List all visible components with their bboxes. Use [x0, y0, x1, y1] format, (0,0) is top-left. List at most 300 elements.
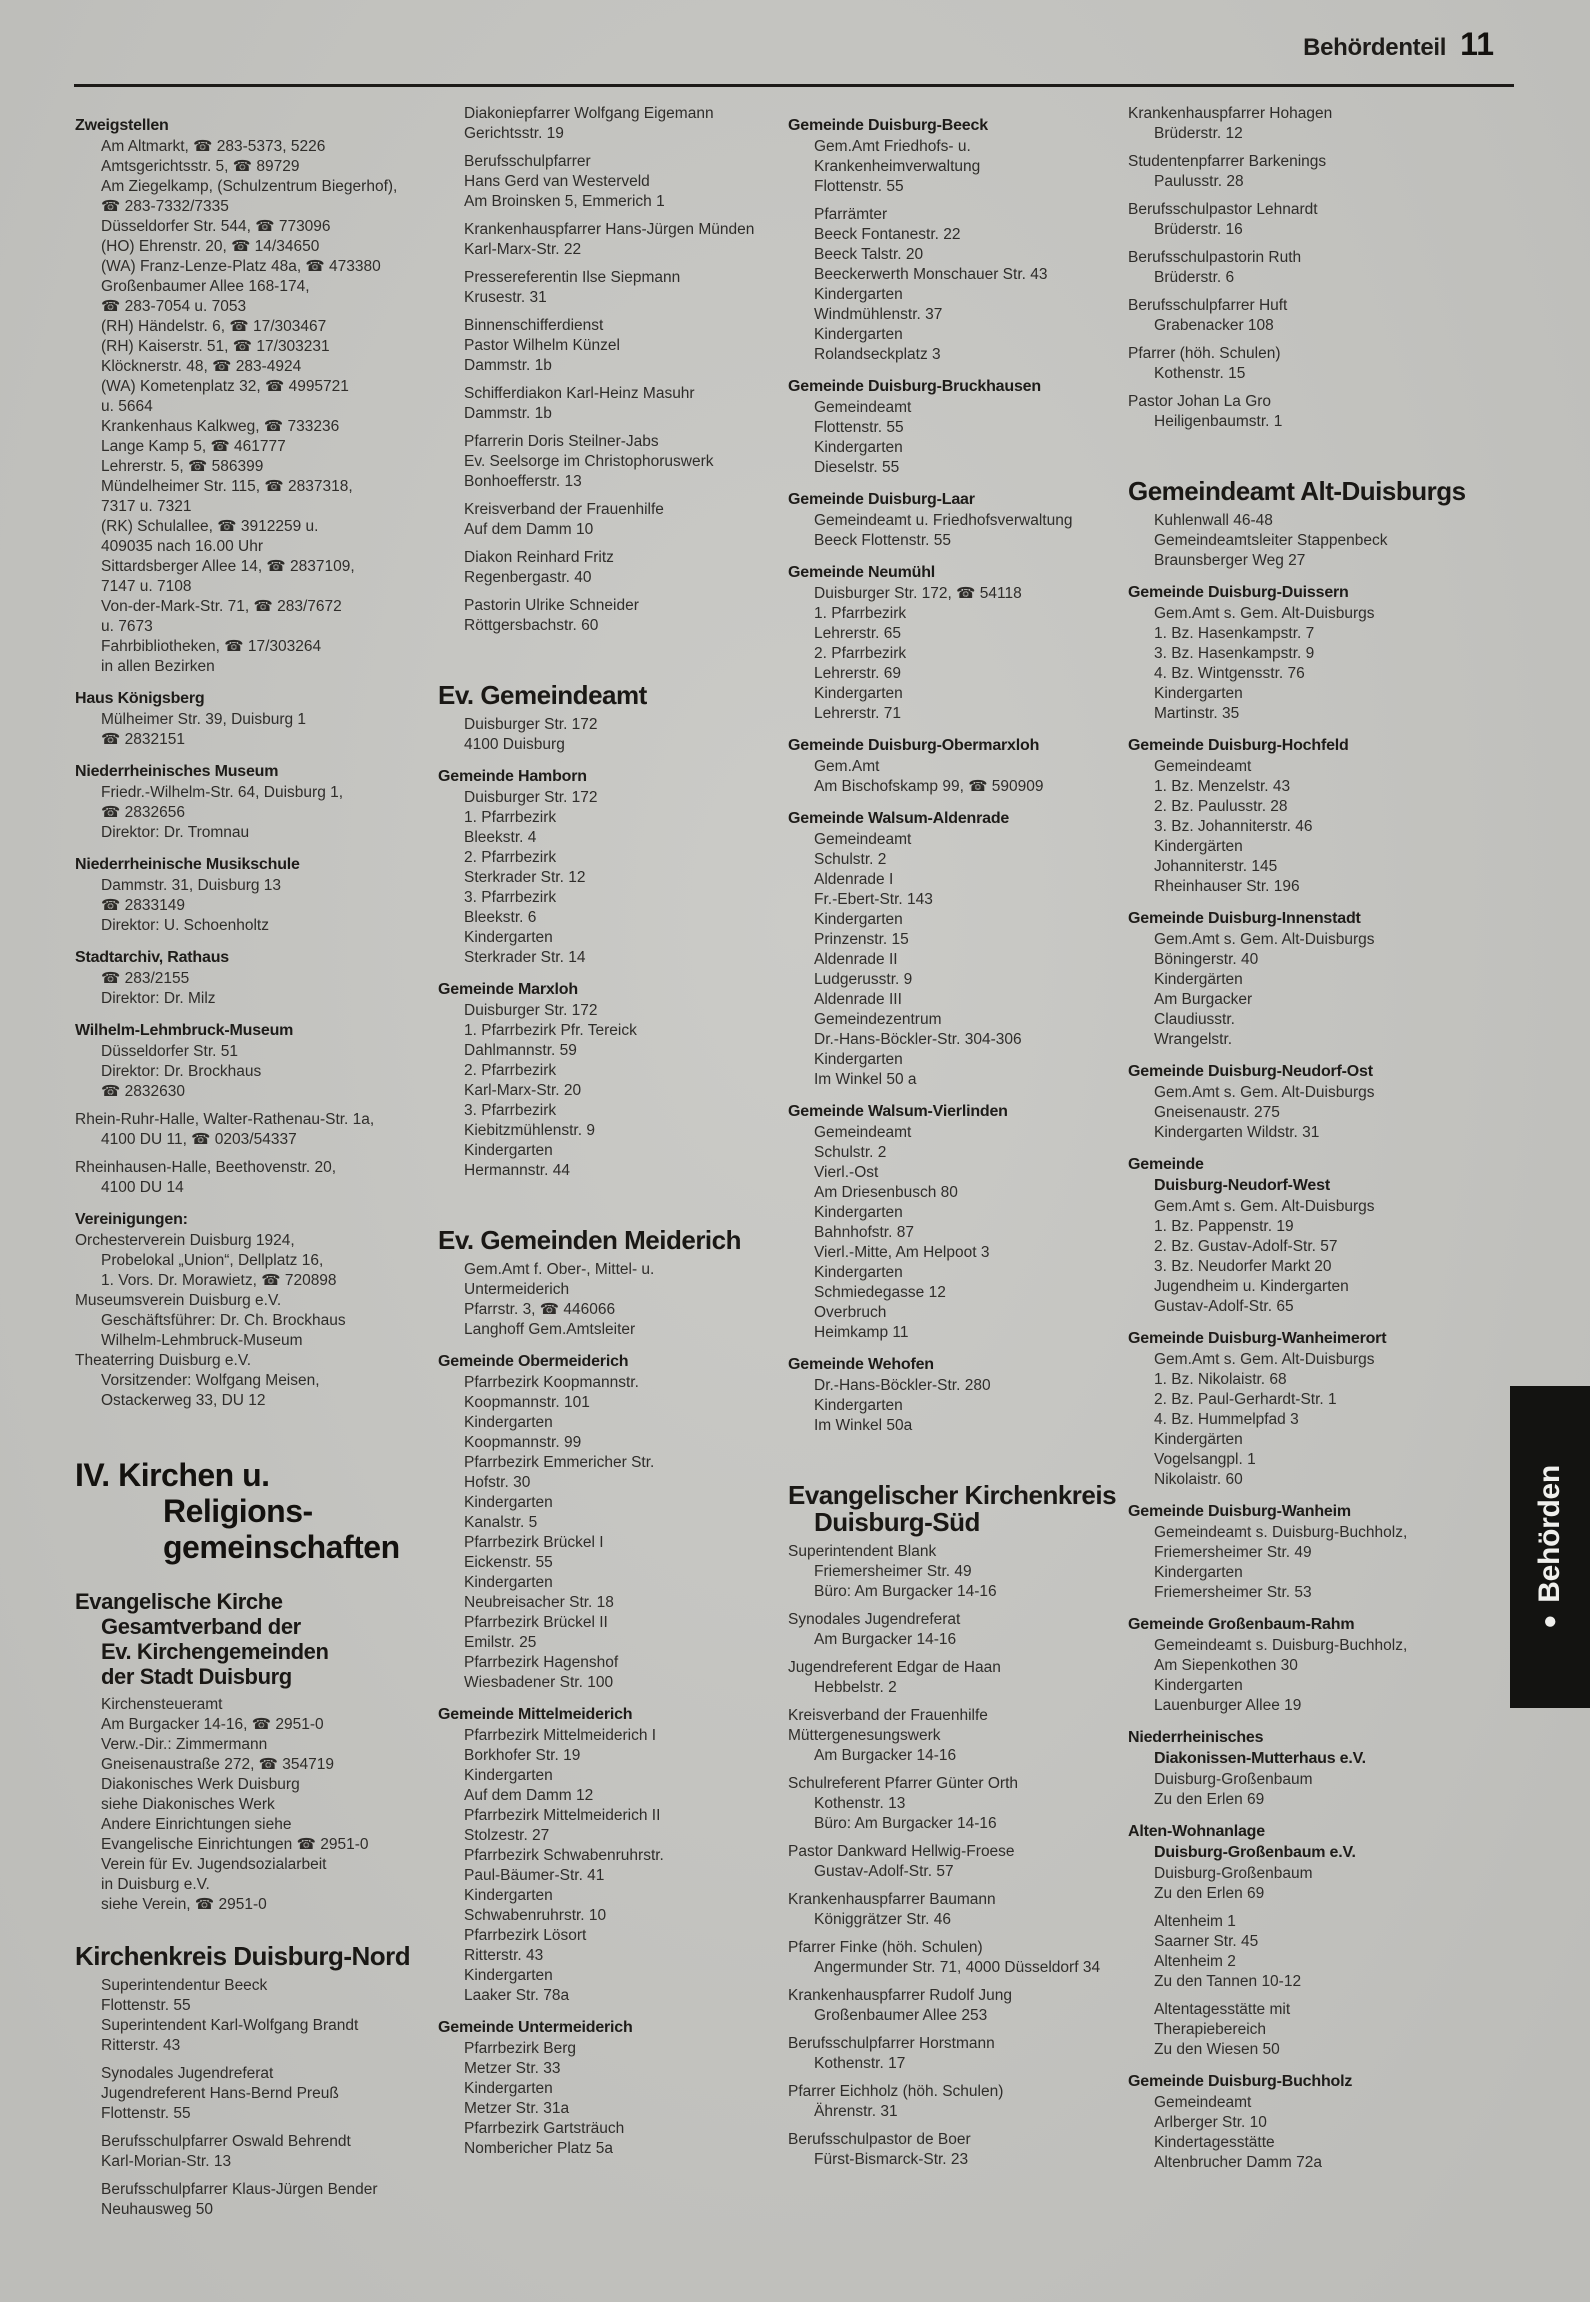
entry-line: (RH) Händelstr. 6, ☎ 17/303467	[101, 318, 327, 335]
entry-block	[1128, 200, 1516, 240]
section-heading	[1128, 1821, 1516, 1863]
entry-line: Martinstr. 35	[1154, 705, 1240, 722]
entry-line: Schulstr. 2	[814, 1144, 887, 1161]
entry-block	[1128, 757, 1516, 897]
heading-line: Gemeinde Duisburg-Beeck	[788, 117, 988, 134]
section-heading	[75, 1589, 447, 1689]
section-heading	[438, 682, 780, 709]
entry-block	[1128, 248, 1516, 288]
entry-line: ☎ 283/2155	[101, 970, 190, 987]
entry-line: 4100 DU 14	[101, 1179, 184, 1196]
heading-line: Vereinigungen:	[75, 1211, 188, 1228]
section-heading	[75, 1209, 447, 1230]
entry-line: Direktor: U. Schoenholtz	[101, 917, 269, 934]
section-heading	[788, 562, 1136, 583]
entry-line: Kindergarten	[814, 439, 903, 456]
entry-line: Kindergarten	[814, 286, 903, 303]
entry-line: Am Broinsken 5, Emmerich 1	[464, 193, 665, 210]
entry-block	[1128, 104, 1516, 144]
entry-line: Superintendent Blank	[788, 1543, 937, 1560]
entry-line: Dammstr. 1b	[464, 357, 552, 374]
heading-line: Niederrheinisches Museum	[75, 763, 279, 780]
entry-line: u. 7673	[101, 618, 153, 635]
entry-line: Pfarrbezirk Lösort	[464, 1927, 587, 1944]
entry-line: Lange Kamp 5, ☎ 461777	[101, 438, 286, 455]
entry-line: ☎ 2833149	[101, 897, 185, 914]
entry-block	[1128, 2093, 1516, 2173]
entry-line: Kindergarten	[464, 929, 553, 946]
heading-line: Gemeinde Duisburg-Laar	[788, 491, 975, 508]
entry-line: Neuhausweg 50	[101, 2201, 214, 2218]
entry-line: Duisburger Str. 172, ☎ 54118	[814, 585, 1022, 602]
entry-block	[1128, 1523, 1516, 1603]
entry-line: Duisburg-Großenbaum	[1154, 1865, 1313, 1882]
entry-line: 1. Pfarrbezirk Pfr. Tereick	[464, 1022, 637, 1039]
page-header	[1303, 26, 1494, 63]
entry-line: Flottenstr. 55	[814, 419, 904, 436]
entry-line: 1. Bz. Nikolaistr. 68	[1154, 1371, 1287, 1388]
entry-line: Am Bischofskamp 99, ☎ 590909	[814, 778, 1044, 795]
heading-line: Gemeinde Neumühl	[788, 564, 936, 581]
entry-block	[788, 1774, 1136, 1834]
entry-line: Bleekstr. 4	[464, 829, 537, 846]
entry-line: Dammstr. 1b	[464, 405, 552, 422]
entry-block	[788, 1986, 1136, 2026]
section-heading	[75, 115, 447, 136]
heading-line: Niederrheinisches	[1128, 1729, 1264, 1746]
entry-line: Hans Gerd van Westerveld	[464, 173, 650, 190]
entry-line: Direktor: Dr. Milz	[101, 990, 216, 1007]
heading-line: Duisburg-Großenbaum e.V.	[1154, 1844, 1356, 1861]
entry-line: Gemeindeamt	[814, 1124, 912, 1141]
section-heading	[1128, 1501, 1516, 1522]
entry-line: Bleekstr. 6	[464, 909, 537, 926]
entry-line: Lehrerstr. 5, ☎ 586399	[101, 458, 264, 475]
entry-block	[788, 137, 1136, 197]
entry-line: Koopmannstr. 99	[464, 1434, 582, 1451]
heading-line: Ev. Kirchengemeinden	[101, 1639, 329, 1664]
entry-line: Berufsschulpastor Lehnardt	[1128, 201, 1318, 218]
entry-line: Pastor Johan La Gro	[1128, 393, 1272, 410]
entry-line: Schulreferent Pfarrer Günter Orth	[788, 1775, 1019, 1792]
heading-line: Gemeinde Hamborn	[438, 768, 587, 785]
entry-line: Sittardsberger Allee 14, ☎ 2837109,	[101, 558, 355, 575]
entry-block	[438, 384, 780, 424]
entry-line: Gem.Amt Friedhofs- u.	[814, 138, 971, 155]
entry-line: 1. Pfarrbezirk	[464, 809, 557, 826]
entry-line: ☎ 2832630	[101, 1083, 185, 1100]
heading-line: Alten-Wohnanlage	[1128, 1823, 1265, 1840]
entry-line: Gemeindeamt	[814, 831, 912, 848]
section-heading	[1128, 1061, 1516, 1082]
entry-line: Kindergarten	[464, 1767, 553, 1784]
entry-line: Sterkrader Str. 14	[464, 949, 586, 966]
entry-line: 4100 DU 11, ☎ 0203/54337	[101, 1131, 297, 1148]
entry-line: Gem.Amt s. Gem. Alt-Duisburgs	[1154, 931, 1375, 948]
column-1	[75, 104, 447, 2228]
entry-line: Dahlmannstr. 59	[464, 1042, 577, 1059]
entry-line: Gemeindeamtsleiter Stappenbeck	[1154, 532, 1388, 549]
entry-line: Kindergarten	[1154, 1564, 1243, 1581]
entry-line: Gustav-Adolf-Str. 57	[814, 1863, 954, 1880]
entry-line: Kindergarten	[814, 685, 903, 702]
heading-line: Gemeinde Duisburg-Wanheim	[1128, 1503, 1351, 1520]
entry-line: Vorsitzender: Wolfgang Meisen,	[101, 1372, 320, 1389]
entry-line: Beeckerwerth Monschauer Str. 43	[814, 266, 1048, 283]
heading-line: Duisburg-Neudorf-West	[1154, 1177, 1330, 1194]
entry-block	[75, 876, 447, 936]
entry-line: Prinzenstr. 15	[814, 931, 909, 948]
entry-line: Gerichtsstr. 19	[464, 125, 564, 142]
entry-block	[788, 757, 1136, 797]
entry-block	[1128, 1197, 1516, 1317]
entry-line: Berufsschulpfarrer	[464, 153, 591, 170]
entry-block	[1128, 511, 1516, 571]
entry-line: Studentenpfarrer Barkenings	[1128, 153, 1327, 170]
section-heading	[438, 1704, 780, 1725]
section-heading	[1128, 478, 1516, 505]
entry-line: Zu den Wiesen 50	[1154, 2041, 1280, 2058]
heading-line: IV. Kirchen u.	[75, 1457, 270, 1493]
section-heading	[788, 1354, 1136, 1375]
entry-line: Pfarrer Eichholz (höh. Schulen)	[788, 2083, 1004, 2100]
entry-line: 7147 u. 7108	[101, 578, 192, 595]
entry-block	[438, 1260, 780, 1340]
entry-line: Kindergarten	[464, 1574, 553, 1591]
entry-block	[788, 205, 1136, 365]
entry-line: Müttergenesungswerk	[788, 1727, 941, 1744]
heading-line: Religions-	[163, 1493, 313, 1529]
entry-line: Pastor Wilhelm Künzel	[464, 337, 620, 354]
entry-line: Nikolaistr. 60	[1154, 1471, 1243, 1488]
entry-line: Verw.-Dir.: Zimmermann	[101, 1736, 268, 1753]
heading-line: Gemeinde Untermeiderich	[438, 2019, 633, 2036]
entry-line: Kindergarten	[814, 1264, 903, 1281]
entry-line: (RH) Kaiserstr. 51, ☎ 17/303231	[101, 338, 330, 355]
entry-line: Rolandseckplatz 3	[814, 346, 941, 363]
entry-line: Dammstr. 31, Duisburg 13	[101, 877, 282, 894]
entry-line: Schulstr. 2	[814, 851, 887, 868]
entry-line: Saarner Str. 45	[1154, 1933, 1259, 1950]
heading-line: Gemeinde Duisburg-Hochfeld	[1128, 737, 1349, 754]
entry-line: Heiligenbaumstr. 1	[1154, 413, 1283, 430]
entry-line: 2. Bz. Paulusstr. 28	[1154, 798, 1288, 815]
entry-block	[75, 710, 447, 750]
entry-line: Krankenhauspfarrer Hohagen	[1128, 105, 1333, 122]
entry-line: Gneisenaustr. 275	[1154, 1104, 1280, 1121]
entry-line: 1. Bz. Hasenkampstr. 7	[1154, 625, 1315, 642]
entry-line: 3. Pfarrbezirk	[464, 889, 557, 906]
entry-line: Wilhelm-Lehmbruck-Museum	[101, 1332, 303, 1349]
entry-line: Metzer Str. 33	[464, 2060, 561, 2077]
entry-block	[1128, 392, 1516, 432]
heading-line: Duisburg-Süd	[814, 1507, 980, 1537]
entry-line: Ev. Seelsorge im Christophoruswerk	[464, 453, 714, 470]
entry-line: ☎ 2832151	[101, 731, 185, 748]
entry-line: Pfarrbezirk Hagenshof	[464, 1654, 619, 1671]
entry-line: Kindergarten	[464, 1887, 553, 1904]
entry-line: Claudiusstr.	[1154, 1011, 1235, 1028]
entry-line: Kindergarten	[464, 1414, 553, 1431]
entry-line: Windmühlenstr. 37	[814, 306, 943, 323]
page-number: 11	[1460, 26, 1494, 62]
entry-line: u. 5664	[101, 398, 153, 415]
entry-block	[1128, 1864, 1516, 1904]
entry-line: Johanniterstr. 145	[1154, 858, 1278, 875]
entry-line: siehe Diakonisches Werk	[101, 1796, 275, 1813]
entry-line: Kindergarten	[464, 1494, 553, 1511]
entry-block	[788, 1376, 1136, 1436]
entry-line: Kindergarten	[814, 911, 903, 928]
entry-block	[75, 2180, 447, 2220]
entry-line: Gem.Amt f. Ober-, Mittel- u.	[464, 1261, 655, 1278]
section-heading	[788, 115, 1136, 136]
entry-line: Kiebitzmühlenstr. 9	[464, 1122, 595, 1139]
entry-block	[75, 1976, 447, 2056]
entry-line: Gemeindeamt	[1154, 2094, 1252, 2111]
section-heading	[1128, 582, 1516, 603]
entry-line: Lauenburger Allee 19	[1154, 1697, 1302, 1714]
entry-line: Pfarrerin Doris Steilner-Jabs	[464, 433, 659, 450]
entry-line: Karl-Marx-Str. 22	[464, 241, 582, 258]
entry-line: Hofstr. 30	[464, 1474, 531, 1491]
entry-block	[788, 398, 1136, 478]
entry-line: Berufsschulpfarrer Huft	[1128, 297, 1288, 314]
entry-line: Ludgerusstr. 9	[814, 971, 913, 988]
heading-line: Evangelische Kirche	[75, 1589, 283, 1614]
entry-line: Beeck Fontanestr. 22	[814, 226, 961, 243]
entry-line: ☎ 283-7332/7335	[101, 198, 229, 215]
entry-line: Kindergarten	[464, 1967, 553, 1984]
entry-line: Wrangelstr.	[1154, 1031, 1233, 1048]
entry-line: ☎ 283-7054 u. 7053	[101, 298, 247, 315]
entry-line: Kirchensteueramt	[101, 1696, 223, 1713]
entry-line: Großenbaumer Allee 253	[814, 2007, 988, 2024]
entry-line: Großenbaumer Allee 168-174,	[101, 278, 310, 295]
entry-block	[438, 596, 780, 636]
entry-line: Fürst-Bismarck-Str. 23	[814, 2151, 969, 2168]
entry-line: Wiesbadener Str. 100	[464, 1674, 614, 1691]
entry-line: Krankenhauspfarrer Baumann	[788, 1891, 996, 1908]
entry-line: Büro: Am Burgacker 14-16	[814, 1583, 997, 1600]
entry-line: Friemersheimer Str. 53	[1154, 1584, 1312, 1601]
entry-line: Jugendheim u. Kindergarten	[1154, 1278, 1349, 1295]
entry-line: Gemeindeamt	[1154, 758, 1252, 775]
entry-line: 3. Bz. Johanniterstr. 46	[1154, 818, 1313, 835]
entry-block	[788, 1706, 1136, 1766]
entry-line: Amtsgerichtsstr. 5, ☎ 89729	[101, 158, 300, 175]
column-4	[1128, 104, 1516, 2181]
entry-line: Karl-Marx-Str. 20	[464, 1082, 582, 1099]
entry-line: Eickenstr. 55	[464, 1554, 553, 1571]
entry-line: Kreisverband der Frauenhilfe	[464, 501, 664, 518]
entry-line: Koopmannstr. 101	[464, 1394, 590, 1411]
entry-block	[438, 316, 780, 376]
section-heading	[75, 1457, 447, 1565]
entry-line: Ritterstr. 43	[101, 2037, 181, 2054]
entry-line: 3. Bz. Hasenkampstr. 9	[1154, 645, 1315, 662]
entry-block	[788, 1842, 1136, 1882]
entry-line: Kindergärten	[1154, 1431, 1243, 1448]
entry-line: Gem.Amt s. Gem. Alt-Duisburgs	[1154, 605, 1375, 622]
entry-block	[75, 783, 447, 843]
entry-line: Diakonisches Werk Duisburg	[101, 1776, 300, 1793]
section-heading	[438, 766, 780, 787]
entry-line: Altenheim 2	[1154, 1953, 1236, 1970]
entry-line: Gem.Amt s. Gem. Alt-Duisburgs	[1154, 1084, 1375, 1101]
entry-line: Pfarrbezirk Brückel I	[464, 1534, 604, 1551]
heading-line: Diakonissen-Mutterhaus e.V.	[1154, 1750, 1366, 1767]
entry-line: Neubreisacher Str. 18	[464, 1594, 614, 1611]
entry-line: Gneisenaustraße 272, ☎ 354719	[101, 1756, 335, 1773]
entry-line: Mülheimer Str. 39, Duisburg 1	[101, 711, 307, 728]
entry-line: Brüderstr. 12	[1154, 125, 1243, 142]
heading-line: Gemeinde Walsum-Vierlinden	[788, 1103, 1008, 1120]
entry-line: Kindergarten	[814, 1051, 903, 1068]
entry-block	[1128, 296, 1516, 336]
entry-line: Beeck Talstr. 20	[814, 246, 924, 263]
entry-line: 1. Pfarrbezirk	[814, 605, 907, 622]
entry-line: Am Ziegelkamp, (Schulzentrum Biegerhof),	[101, 178, 398, 195]
entry-line: Berufsschulpfarrer Horstmann	[788, 2035, 995, 2052]
entry-line: Andere Einrichtungen siehe	[101, 1816, 292, 1833]
entry-line: (HO) Ehrenstr. 20, ☎ 14/34650	[101, 238, 320, 255]
entry-line: Gem.Amt s. Gem. Alt-Duisburgs	[1154, 1198, 1375, 1215]
column-2	[438, 104, 780, 2167]
entry-line: Pfarrbezirk Schwabenruhrstr.	[464, 1847, 664, 1864]
section-heading	[1128, 1727, 1516, 1769]
entry-line: Stolzestr. 27	[464, 1827, 550, 1844]
entry-block	[438, 1001, 780, 1181]
entry-block	[75, 1110, 447, 1150]
entry-line: Fahrbibliotheken, ☎ 17/303264	[101, 638, 322, 655]
entry-block	[438, 152, 780, 212]
entry-line: Pressereferentin Ilse Siepmann	[464, 269, 681, 286]
entry-line: Superintendent Karl-Wolfgang Brandt	[101, 2017, 359, 2034]
entry-line: Langhoff Gem.Amtsleiter	[464, 1321, 636, 1338]
entry-line: 7317 u. 7321	[101, 498, 192, 515]
entry-line: Aldenrade I	[814, 871, 894, 888]
entry-line: Düsseldorfer Str. 544, ☎ 773096	[101, 218, 331, 235]
entry-line: 2. Pfarrbezirk	[464, 849, 557, 866]
entry-block	[788, 1542, 1136, 1602]
entry-line: Friemersheimer Str. 49	[814, 1563, 972, 1580]
heading-line: Gemeinde Duisburg-Duissern	[1128, 584, 1349, 601]
entry-line: Paulusstr. 28	[1154, 173, 1244, 190]
entry-line: Zu den Tannen 10-12	[1154, 1973, 1302, 1990]
entry-line: Grabenacker 108	[1154, 317, 1274, 334]
entry-line: 2. Bz. Gustav-Adolf-Str. 57	[1154, 1238, 1338, 1255]
entry-line: Düsseldorfer Str. 51	[101, 1043, 238, 1060]
section-heading	[788, 808, 1136, 829]
entry-line: Altentagesstätte mit	[1154, 2001, 1291, 2018]
entry-line: Orchesterverein Duisburg 1924,	[75, 1232, 295, 1249]
section-heading	[788, 1101, 1136, 1122]
entry-block	[788, 830, 1136, 1090]
entry-line: in Duisburg e.V.	[101, 1876, 210, 1893]
entry-line: 1. Vors. Dr. Morawietz, ☎ 720898	[101, 1272, 337, 1289]
entry-line: Im Winkel 50 a	[814, 1071, 917, 1088]
entry-line: Ostackerweg 33, DU 12	[101, 1392, 266, 1409]
entry-block	[1128, 1083, 1516, 1143]
entry-line: Kreisverband der Frauenhilfe	[788, 1707, 988, 1724]
heading-line: Gemeinde Duisburg-Innenstadt	[1128, 910, 1361, 927]
entry-line: Bahnhofstr. 87	[814, 1224, 914, 1241]
entry-line: Schwabenruhrstr. 10	[464, 1907, 607, 1924]
entry-line: Auf dem Damm 12	[464, 1787, 594, 1804]
entry-line: Pastorin Ulrike Schneider	[464, 597, 639, 614]
entry-line: Synodales Jugendreferat	[788, 1611, 961, 1628]
entry-line: 1. Bz. Menzelstr. 43	[1154, 778, 1291, 795]
section-heading	[438, 2017, 780, 2038]
entry-line: Direktor: Dr. Brockhaus	[101, 1063, 262, 1080]
entry-line: 409035 nach 16.00 Uhr	[101, 538, 264, 555]
entry-block	[75, 1158, 447, 1198]
heading-line: Gemeinde Duisburg-Bruckhausen	[788, 378, 1041, 395]
entry-line: Kindergarten	[464, 1142, 553, 1159]
heading-line: Gemeinde Duisburg-Buchholz	[1128, 2073, 1353, 2090]
entry-line: Pfarrbezirk Berg	[464, 2040, 576, 2057]
entry-line: siehe Verein, ☎ 2951-0	[101, 1896, 267, 1913]
bullet-icon: ●	[1536, 1614, 1564, 1629]
entry-line: (RK) Schulallee, ☎ 3912259 u.	[101, 518, 319, 535]
entry-line: Laaker Str. 78a	[464, 1987, 570, 2004]
entry-line: Regenbergastr. 40	[464, 569, 592, 586]
entry-line: Am Burgacker 14-16	[814, 1631, 957, 1648]
entry-line: Brüderstr. 16	[1154, 221, 1243, 238]
entry-block	[75, 1042, 447, 1102]
entry-line: Hermannstr. 44	[464, 1162, 570, 1179]
entry-block	[1128, 930, 1516, 1050]
entry-block	[438, 268, 780, 308]
entry-line: Lehrerstr. 69	[814, 665, 902, 682]
entry-block	[788, 1890, 1136, 1930]
entry-line: Gemeindeamt u. Friedhofsverwaltung	[814, 512, 1073, 529]
section-heading	[75, 688, 447, 709]
entry-line: Zu den Erlen 69	[1154, 1791, 1265, 1808]
heading-line: Gemeinde Duisburg-Obermarxloh	[788, 737, 1040, 754]
section-heading	[1128, 2071, 1516, 2092]
entry-line: Pfarrstr. 3, ☎ 446066	[464, 1301, 616, 1318]
section-heading	[788, 735, 1136, 756]
heading-line: Ev. Gemeinden Meiderich	[438, 1225, 742, 1255]
entry-block	[1128, 1770, 1516, 1810]
entry-line: Gem.Amt s. Gem. Alt-Duisburgs	[1154, 1351, 1375, 1368]
entry-line: Lehrerstr. 71	[814, 705, 902, 722]
entry-line: Kothenstr. 13	[814, 1795, 906, 1812]
entry-block	[438, 715, 780, 755]
entry-line: Diakoniepfarrer Wolfgang Eigemann	[464, 105, 714, 122]
entry-block	[788, 511, 1136, 551]
entry-line: Pfarrbezirk Gartsträuch	[464, 2120, 625, 2137]
entry-line: Pfarrer (höh. Schulen)	[1128, 345, 1281, 362]
entry-block	[75, 969, 447, 1009]
entry-line: Am Siepenkothen 30	[1154, 1657, 1298, 1674]
entry-line: Am Burgacker 14-16, ☎ 2951-0	[101, 1716, 324, 1733]
entry-block	[438, 2039, 780, 2159]
entry-line: in allen Bezirken	[101, 658, 215, 675]
entry-block	[75, 1695, 447, 1915]
entry-line: Kindergarten	[814, 326, 903, 343]
entry-line: Kindergärten	[1154, 838, 1243, 855]
heading-line: Gemeinde Duisburg-Neudorf-Ost	[1128, 1063, 1373, 1080]
entry-block	[75, 137, 447, 677]
entry-line: Duisburger Str. 172	[464, 1002, 598, 1019]
entry-block	[788, 2130, 1136, 2170]
entry-line: Duisburger Str. 172	[464, 716, 598, 733]
entry-line: 3. Pfarrbezirk	[464, 1102, 557, 1119]
entry-block	[438, 1726, 780, 2006]
